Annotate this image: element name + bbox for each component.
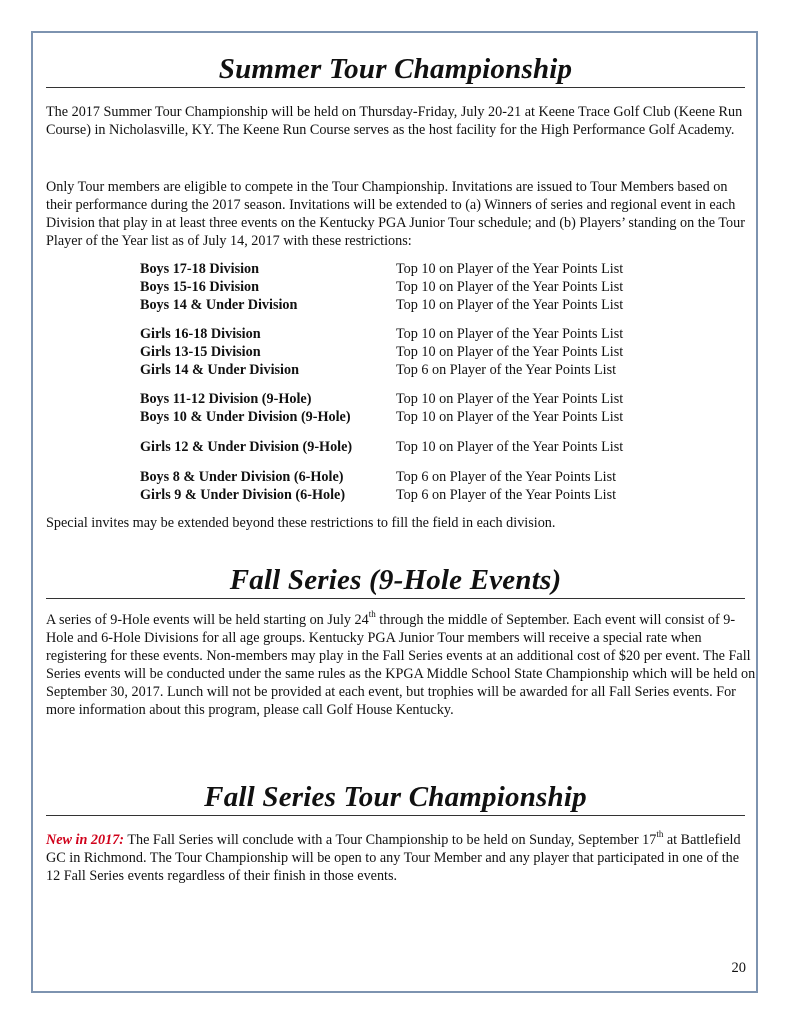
fall-series-paragraph: A series of 9-Hole events will be held starting on July 24th through the middle of September. Each event will consist of 9-Hole and 6-Hole Divisions for all age groups. Kentucky PGA Junior Tour members will receive a special rate when registering for these events. Non-members may play in the Fall Series events at an additional cost of $20 per event. The Fall Series events will be conducted under the same rules as the KPGA Middle School State Championship which will be held on September 30, 2017. Lunch will not be provided at each event, but trophies will be awarded for all Fall Series events. For more information about this program, please call Golf House Kentucky. [46,609,756,718]
division-name: Girls 9 & Under Division (6-Hole) [140,487,346,503]
division-requirement: Top 6 on Player of the Year Points List [396,469,617,485]
division-row [140,325,660,343]
division-requirement: Top 10 on Player of the Year Points List [396,297,624,313]
division-requirement: Top 10 on Player of the Year Points List [396,439,624,455]
division-name: Boys 15-16 Division [140,279,260,295]
division-name: Boys 11-12 Division (9-Hole) [140,391,312,407]
division-name: Boys 14 & Under Division [140,297,298,313]
division-row [140,343,660,361]
fall-championship-title: Fall Series Tour Championship [46,780,745,816]
division-requirement: Top 6 on Player of the Year Points List [396,487,617,503]
division-row [140,438,660,456]
division-requirement: Top 10 on Player of the Year Points List [396,391,624,407]
fall-series-title: Fall Series (9-Hole Events) [46,563,745,599]
division-requirement: Top 6 on Player of the Year Points List [396,362,617,378]
division-row [140,361,660,379]
division-row [140,468,660,486]
division-requirement: Top 10 on Player of the Year Points List [396,326,624,342]
division-name: Boys 10 & Under Division (9-Hole) [140,409,351,425]
division-name: Girls 14 & Under Division [140,362,299,378]
division-name: Girls 16-18 Division [140,326,261,342]
summer-paragraph-1: The 2017 Summer Tour Championship will be held on Thursday-Friday, July 20-21 at Keene Trace Golf Club (Keene Run Course) in Nicholasville, KY. The Keene Run Course serves as the host facility for the High Performance Golf Academy. [46,104,743,138]
division-requirement: Top 10 on Player of the Year Points List [396,261,624,277]
division-requirement: Top 10 on Player of the Year Points List [396,279,624,295]
summer-paragraph-2: Only Tour members are eligible to compete in the Tour Championship. Invitations are issued to Tour Members based on their performance during the 2017 season. Invitations will be extended to (a) Winners of series and regional event in each Division that play in at least three events on the Kentucky PGA Junior Tour schedule; and (b) Players’ standing on the Tour Player of the Year list as of July 14, 2017 with these restrictions: [46,179,745,249]
summer-paragraph-3: Special invites may be extended beyond these restrictions to fill the field in each division. [46,515,556,531]
division-row [140,296,660,314]
division-name: Girls 13-15 Division [140,344,261,360]
fall-championship-paragraph: New in 2017: The Fall Series will conclude with a Tour Championship to be held on Sunday, September 17th at Battlefield GC in Richmond. The Tour Championship will be open to any Tour Member and any player that participated in one of the 12 Fall Series events regardless of their finish in those events. [46,829,741,884]
division-name: Girls 12 & Under Division (9-Hole) [140,439,353,455]
division-row [140,390,660,408]
division-row [140,486,660,504]
page-number: 20 [731,960,746,976]
new-in-2017-label: New in 2017: [46,832,125,848]
division-requirement: Top 10 on Player of the Year Points List [396,409,624,425]
summer-title: Summer Tour Championship [46,52,745,88]
division-name: Boys 8 & Under Division (6-Hole) [140,469,344,485]
division-row [140,278,660,296]
division-row [140,408,660,426]
division-row [140,260,660,278]
division-requirement: Top 10 on Player of the Year Points List [396,344,624,360]
division-name: Boys 17-18 Division [140,261,260,277]
